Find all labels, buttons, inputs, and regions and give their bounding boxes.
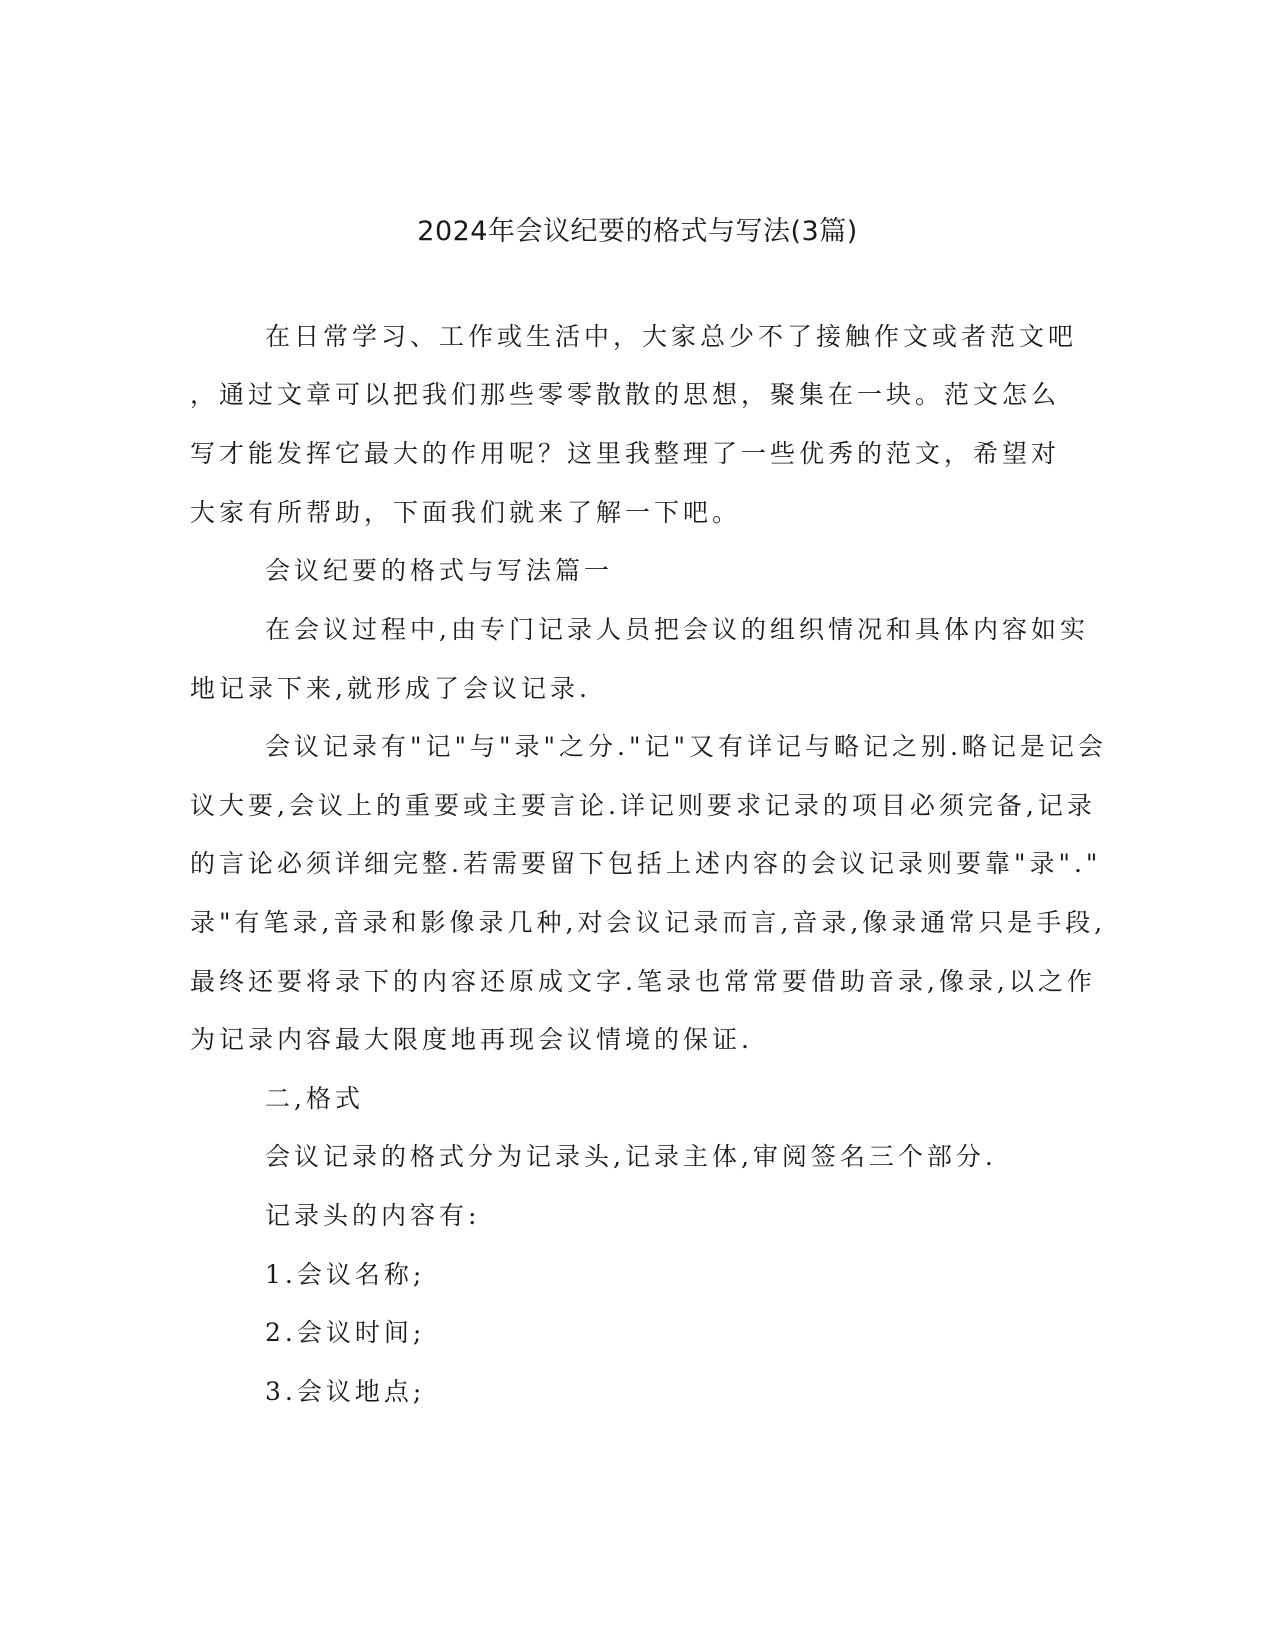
paragraph-line: 最终还要将录下的内容还原成文字.笔录也常常要借助音录,像录,以之作 [190, 967, 1096, 996]
paragraph-line: 会议记录的格式分为记录头,记录主体,审阅签名三个部分. [265, 1142, 997, 1171]
document-title: 2024年会议纪要的格式与写法(3篇) [417, 216, 858, 247]
section-heading: 会议纪要的格式与写法篇一 [265, 556, 614, 585]
paragraph-line: 的言论必须详细完整.若需要留下包括上述内容的会议记录则要靠"录"." [190, 849, 1102, 878]
paragraph-line: 在会议过程中,由专门记录人员把会议的组织情况和具体内容如实 [265, 615, 1089, 644]
paragraph-line: 为记录内容最大限度地再现会议情境的保证. [190, 1025, 753, 1054]
list-item: 2.会议时间; [265, 1318, 426, 1347]
paragraph-line: 录"有笔录,音录和影像录几种,对会议记录而言,音录,像录通常只是手段, [190, 908, 1107, 937]
paragraph-line: 会议记录有"记"与"录"之分."记"又有详记与略记之别.略记是记会 [265, 732, 1107, 761]
list-item: 1.会议名称; [265, 1260, 426, 1289]
paragraph-line: 在日常学习、工作或生活中，大家总少不了接触作文或者范文吧 [265, 322, 1078, 351]
section-heading: 二,格式 [265, 1084, 364, 1113]
paragraph-line: 写才能发挥它最大的作用呢？这里我整理了一些优秀的范文，希望对 [190, 439, 1061, 468]
list-item: 3.会议地点; [265, 1377, 426, 1406]
paragraph-line: 议大要,会议上的重要或主要言论.详记则要求记录的项目必须完备,记录 [190, 791, 1096, 820]
paragraph-line: 地记录下来,就形成了会议记录. [190, 674, 591, 703]
paragraph-line: ，通过文章可以把我们那些零零散散的思想，聚集在一块。范文怎么 [190, 380, 1061, 409]
paragraph-line: 大家有所帮助，下面我们就来了解一下吧。 [190, 498, 742, 527]
paragraph-line: 记录头的内容有: [265, 1201, 481, 1230]
